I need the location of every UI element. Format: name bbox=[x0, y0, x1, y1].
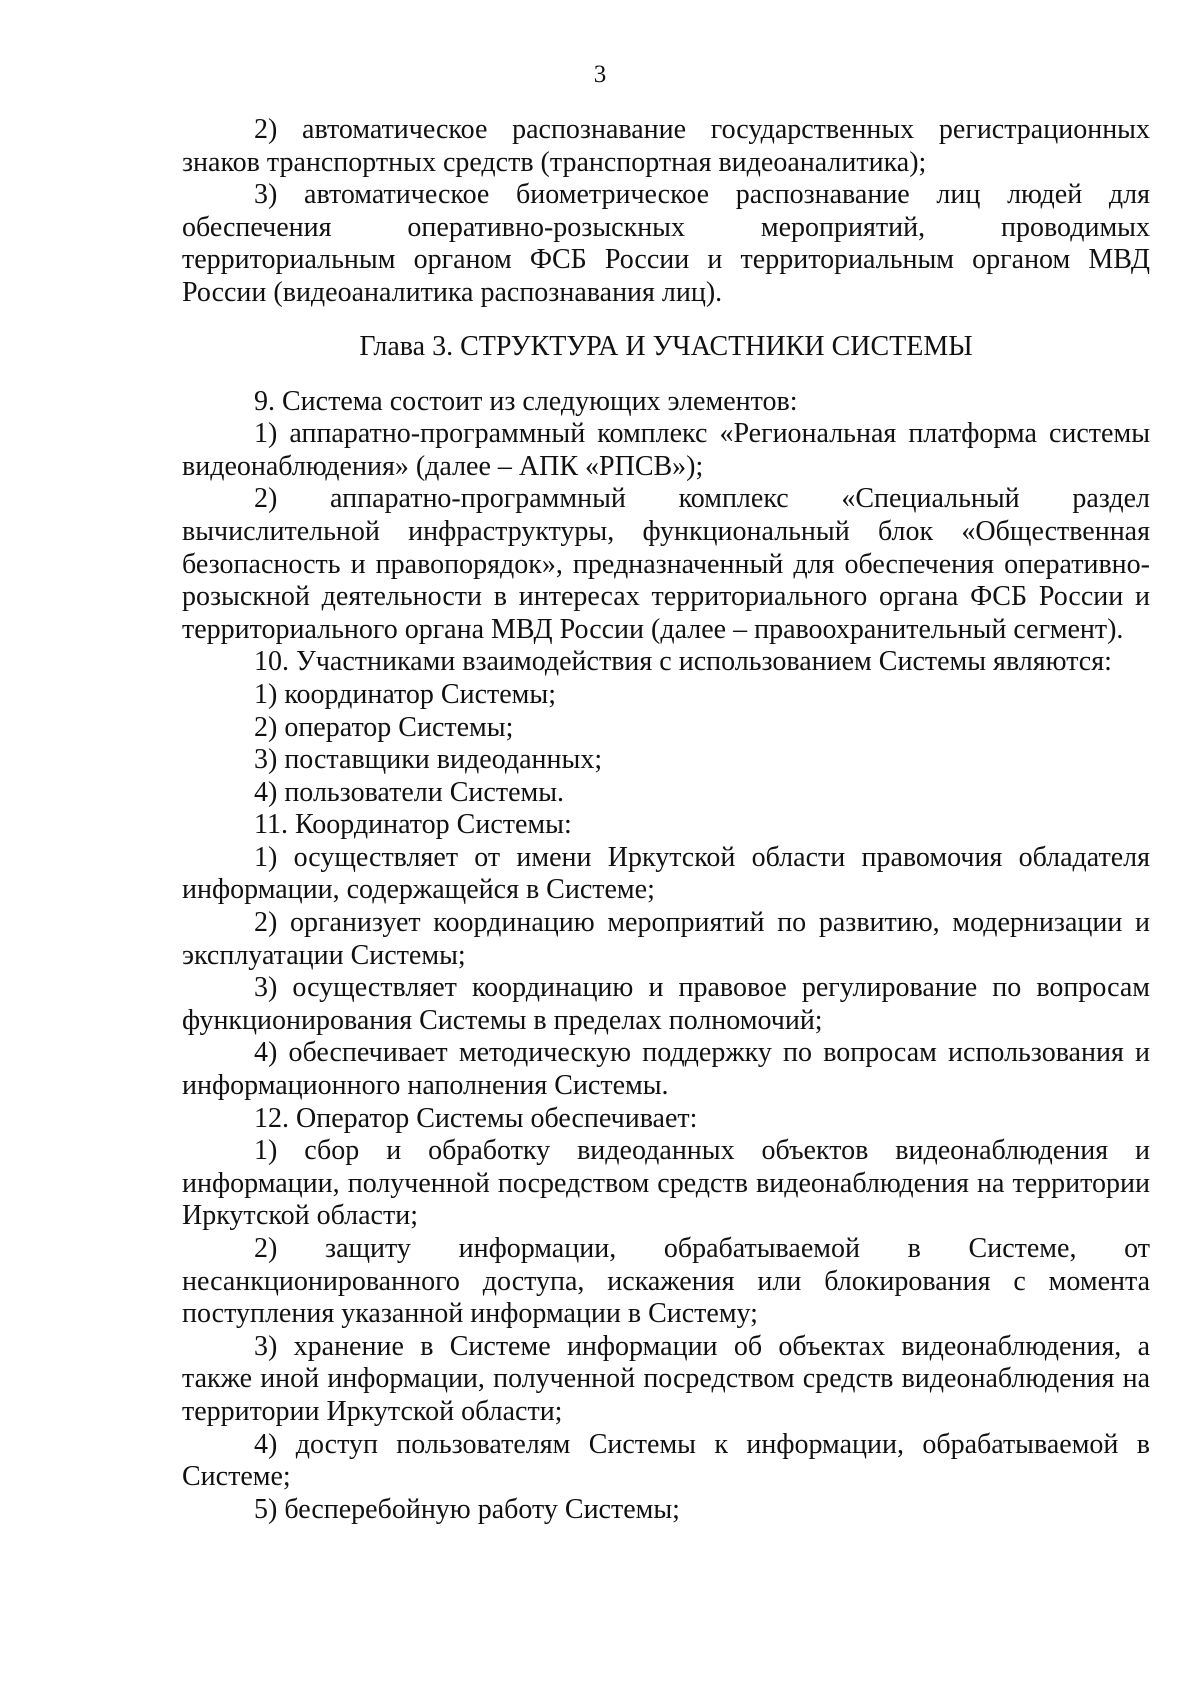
clause-12: 12. Оператор Системы обеспечивает: bbox=[254, 1102, 698, 1134]
clause-10-item-3: 3) поставщики видеоданных; bbox=[254, 744, 603, 776]
document-body bbox=[182, 114, 1150, 1526]
clause-11-item-3: 3) осуществляет координацию и правовое регулирование по вопросам функционирования Системы в пределах полномочий; bbox=[182, 972, 1150, 1036]
clause-12-item-3: 3) хранение в Системе информации об объектах видеонаблюдения, а также иной информации, полученной посредством средств видеонаблюдения на территории Иркутской области; bbox=[182, 1330, 1150, 1427]
clause-10-item-1: 1) координатор Системы; bbox=[254, 678, 556, 710]
clause-9-item-1: 1) аппаратно-программный комплекс «Региональная платформа системы видеонаблюдения» (далее – АПК «РПСВ»); bbox=[182, 418, 1150, 482]
clause-11-item-1: 1) осуществляет от имени Иркутской области правомочия обладателя информации, содержащейся в Системе; bbox=[182, 841, 1150, 906]
clause-11: 11. Координатор Системы: bbox=[254, 809, 572, 841]
list-item-license-plate-analytics: 2) автоматическое распознавание государственных регистрационных знаков транспортных средств (транспортная видеоаналитика); bbox=[182, 114, 1150, 178]
clause-10-item-4: 4) пользователи Системы. bbox=[254, 776, 565, 808]
clause-12-item-2: 2) защиту информации, обрабатываемой в Системе, от несанкционированного доступа, искажения или блокирования с момента поступления указанной информации в Систему; bbox=[182, 1233, 1150, 1330]
clause-11-item-4: 4) обеспечивает методическую поддержку по вопросам использования и информационного наполнения Системы. bbox=[182, 1037, 1150, 1102]
clause-10-item-2: 2) оператор Системы; bbox=[254, 711, 514, 743]
clause-9: 9. Система состоит из следующих элементов: bbox=[254, 385, 798, 417]
chapter-heading: Глава 3. СТРУКТУРА И УЧАСТНИКИ СИСТЕМЫ bbox=[359, 330, 973, 362]
clause-12-item-1: 1) сбор и обработку видеоданных объектов видеонаблюдения и информации, полученной посредством средств видеонаблюдения на территории Иркутской области; bbox=[182, 1135, 1150, 1232]
clause-11-item-2: 2) организует координацию мероприятий по развитию, модернизации и эксплуатации Системы; bbox=[182, 907, 1150, 971]
page-number: 3 bbox=[593, 61, 607, 88]
clause-9-item-2: 2) аппаратно-программный комплекс «Специальный раздел вычислительной инфраструктуры, функциональный блок «Общественная безопасность и правопорядок», предназначенный для обеспечения оперативно-розыскной деятельности в интересах территориального органа ФСБ России и территориального органа МВД России (далее – правоохранительный сегмент). bbox=[182, 483, 1150, 645]
list-item-face-recognition-analytics: 3) автоматическое биометрическое распознавание лиц людей для обеспечения оперативно-розыскных мероприятий, проводимых территориальным органом ФСБ России и территориальным органом МВД России (видеоаналитика распознавания лиц). bbox=[182, 179, 1150, 308]
clause-12-item-5: 5) бесперебойную работу Системы; bbox=[254, 1493, 680, 1525]
clause-10: 10. Участниками взаимодействия с использованием Системы являются: bbox=[254, 646, 1112, 678]
clause-12-item-4: 4) доступ пользователям Системы к информации, обрабатываемой в Системе; bbox=[182, 1428, 1150, 1493]
